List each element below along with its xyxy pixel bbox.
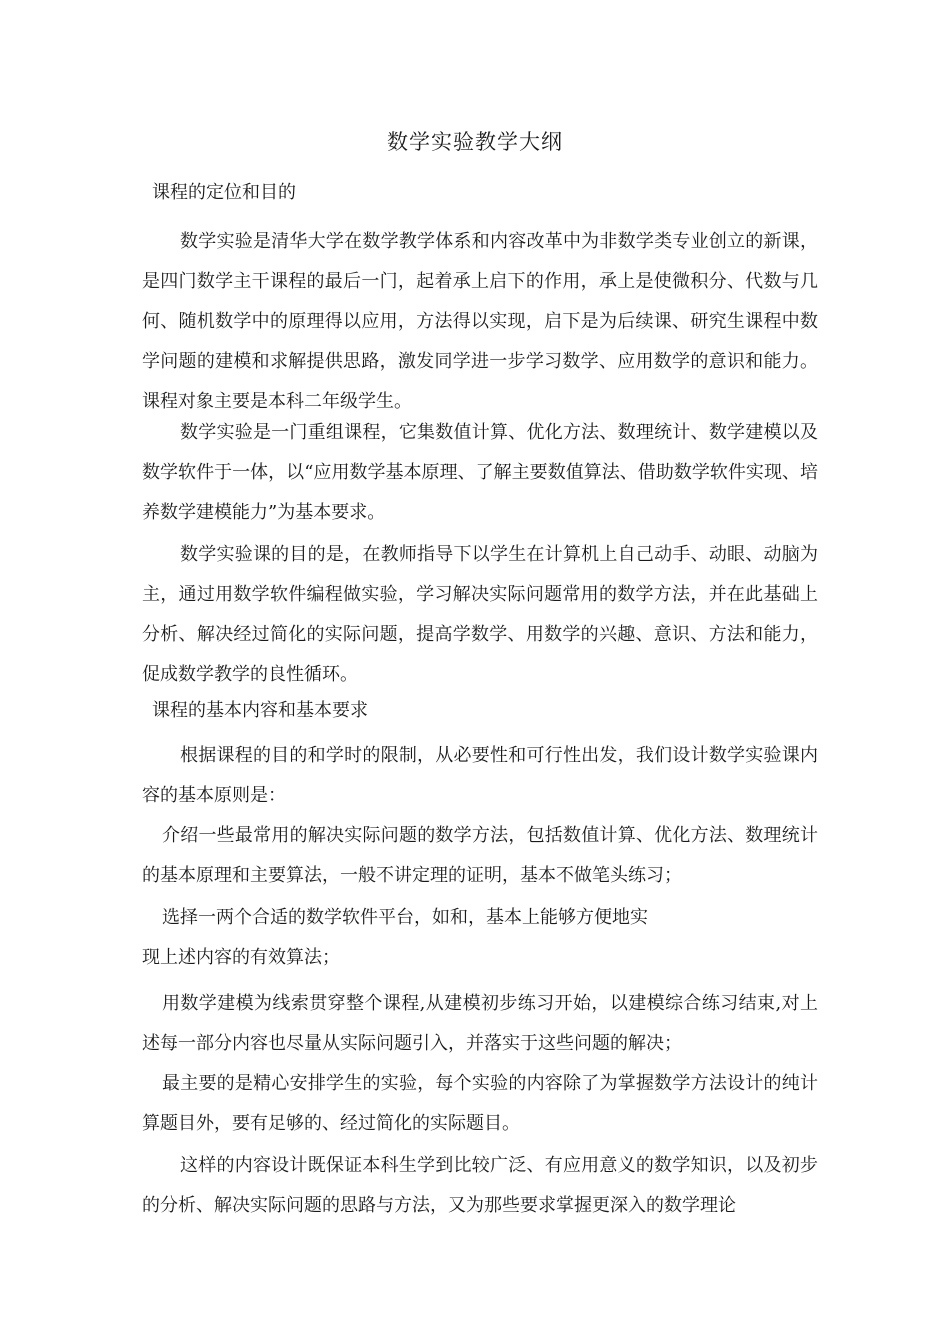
- principle-item-modeling: 用数学建模为线索贯穿整个课程,从建模初步练习开始，以建模综合练习结束,对上述每一部分内容也尽量从实际问题引入，并落实于这些问题的解决；: [142, 993, 818, 1054]
- page-title: 数学实验教学大纲: [387, 130, 563, 154]
- principle-item-experiments: 最主要的是精心安排学生的实验，每个实验的内容除了为掌握数学方法设计的纯计算题目外，要有足够的、经过简化的实际题目。: [142, 1073, 818, 1134]
- principle-item-methods: 介绍一些最常用的解决实际问题的数学方法，包括数值计算、优化方法、数理统计的基本原理和主要算法，一般不讲定理的证明，基本不做笔头练习；: [142, 825, 818, 886]
- paragraph-course-purpose: 数学实验课的目的是，在教师指导下以学生在计算机上自己动手、动眼、动脑为主，通过用数学软件编程做实验，学习解决实际问题常用的数学方法，并在此基础上分析、解决经过简化的实际问题，提高学数学、用数学的兴趣、意识、方法和能力，促成数学教学的良性循环。: [142, 544, 818, 685]
- paragraph-content-design: 这样的内容设计既保证本科生学到比较广泛、有应用意义的数学知识，以及初步的分析、解决实际问题的思路与方法，又为那些要求掌握更深入的数学理论: [142, 1155, 818, 1216]
- paragraph-design-principles: 根据课程的目的和学时的限制，从必要性和可行性出发，我们设计数学实验课内容的基本原则是：: [142, 745, 818, 806]
- principle-item-software-line2: 现上述内容的有效算法；: [142, 947, 340, 968]
- paragraph-course-composition: 数学实验是一门重组课程，它集数值计算、优化方法、数理统计、数学建模以及数学软件于一体，以“应用数学基本原理、了解主要数值算法、借助数学软件实现、培养数学建模能力”为基本要求。: [142, 422, 818, 523]
- section-heading-positioning: 课程的定位和目的: [152, 182, 296, 203]
- section-heading-content: 课程的基本内容和基本要求: [152, 700, 368, 721]
- principle-item-software-line1: 选择一两个合适的数学软件平台，如和，基本上能够方便地实: [162, 907, 648, 928]
- paragraph-intro: 数学实验是清华大学在数学教学体系和内容改革中为非数学类专业创立的新课，是四门数学主干课程的最后一门，起着承上启下的作用，承上是使微积分、代数与几何、随机数学中的原理得以应用，方法得以实现，启下是为后续课、研究生课程中数学问题的建模和求解提供思路，激发同学进一步学习数学、应用数学的意识和能力。课程对象主要是本科二年级学生。: [142, 231, 818, 412]
